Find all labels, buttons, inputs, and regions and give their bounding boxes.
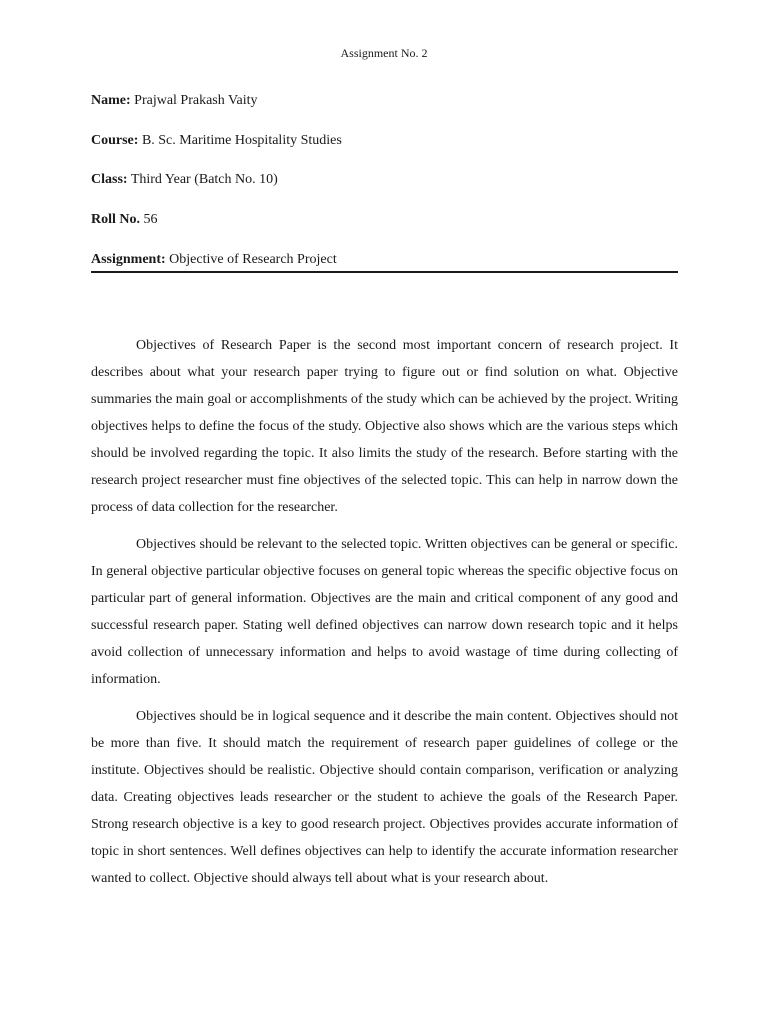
header-divider [91, 271, 678, 273]
body-text [91, 332, 678, 902]
name-label: Name: [91, 93, 131, 108]
paragraph: Objectives should be relevant to the selected topic. Written objectives can be general or specific. In general objective particular objective focuses on general topic whereas the specific objective focus on particular part of general information. Objectives are the main and critical component of any good and successful research paper. Stating well defined objectives can narrow down research topic and it helps avoid collection of unnecessary information and helps to avoid wastage of time during collecting of information. [91, 537, 678, 687]
assignment-value: Objective of Research Project [169, 252, 337, 267]
name-value: Prajwal Prakash Vaity [134, 93, 258, 108]
roll-label: Roll No. [91, 212, 140, 227]
name-field [91, 93, 258, 109]
course-field [91, 133, 342, 149]
document-header: Assignment No. 2 [340, 46, 428, 60]
assignment-field [91, 252, 337, 268]
class-value: Third Year (Batch No. 10) [130, 172, 278, 187]
class-field [91, 172, 278, 188]
roll-value: 56 [143, 212, 158, 227]
roll-field [91, 212, 158, 228]
class-label: Class: [91, 172, 128, 187]
assignment-label: Assignment: [91, 252, 166, 267]
course-label: Course: [91, 133, 139, 148]
paragraph: Objectives of Research Paper is the second most important concern of research project. It describes about what your research paper trying to figure out or find solution on what. Objective summaries the main goal or accomplishments of the study which can be achieved by the project. Writing objectives helps to define the focus of the study. Objective also shows which are the various steps which should be involved regarding the topic. It also limits the study of the research. Before starting with the research project researcher must fine objectives of the selected topic. This can help in narrow down the process of data collection for the researcher. [91, 338, 678, 515]
course-value: B. Sc. Maritime Hospitality Studies [141, 133, 342, 148]
paragraph: Objectives should be in logical sequence and it describe the main content. Objectives should not be more than five. It should match the requirement of research paper guidelines of college or the institute. Objectives should be realistic. Objective should contain comparison, verification or analyzing data. Creating objectives leads researcher or the student to achieve the goals of the Research Paper. Strong research objective is a key to good research project. Objectives provides accurate information of topic in short sentences. Well defines objectives can help to identify the accurate information researcher wanted to collect. Objective should always tell about what is your research about. [91, 709, 678, 886]
